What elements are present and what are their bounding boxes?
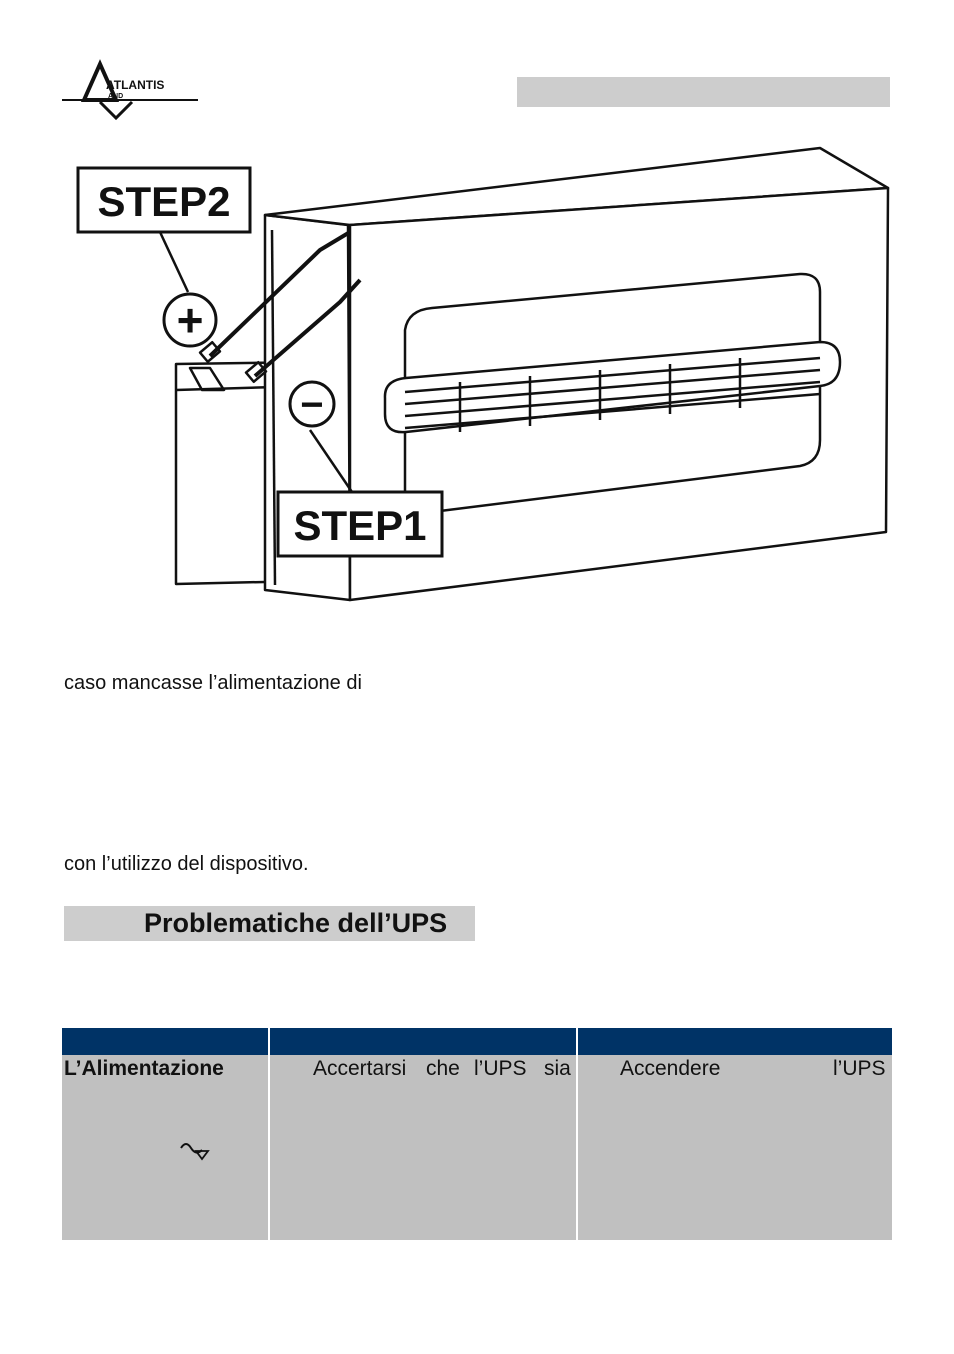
table-header-solution bbox=[578, 1028, 892, 1055]
step1-label: STEP1 bbox=[293, 502, 427, 549]
ac-power-icon bbox=[178, 1138, 210, 1162]
header-bar bbox=[517, 77, 890, 107]
paragraph-2: con l’utilizzo del dispositivo. bbox=[64, 853, 309, 875]
logo-brand: ATLANTIS bbox=[106, 78, 165, 92]
table-header-problem bbox=[62, 1028, 268, 1055]
table-header-cause bbox=[270, 1028, 576, 1055]
minus-terminal-icon: − bbox=[300, 383, 324, 427]
cause-word: sia bbox=[544, 1057, 571, 1080]
paragraph-1: caso mancasse l’alimentazione di bbox=[64, 672, 362, 694]
plus-terminal-icon: + bbox=[176, 294, 204, 346]
atlantis-logo bbox=[60, 56, 200, 122]
problem-label: L’Alimentazione bbox=[64, 1057, 224, 1080]
logo-brand-sub: AND bbox=[108, 93, 124, 100]
ups-battery-figure bbox=[60, 140, 900, 610]
section-title: Problematiche dell’UPS bbox=[144, 908, 448, 938]
cause-word: l’UPS bbox=[474, 1057, 527, 1080]
cause-word: che bbox=[426, 1057, 460, 1080]
solution-word: l’UPS bbox=[833, 1057, 886, 1080]
step2-label: STEP2 bbox=[97, 178, 231, 225]
solution-word: Accendere bbox=[620, 1057, 721, 1080]
cause-word: Accertarsi bbox=[313, 1057, 407, 1080]
